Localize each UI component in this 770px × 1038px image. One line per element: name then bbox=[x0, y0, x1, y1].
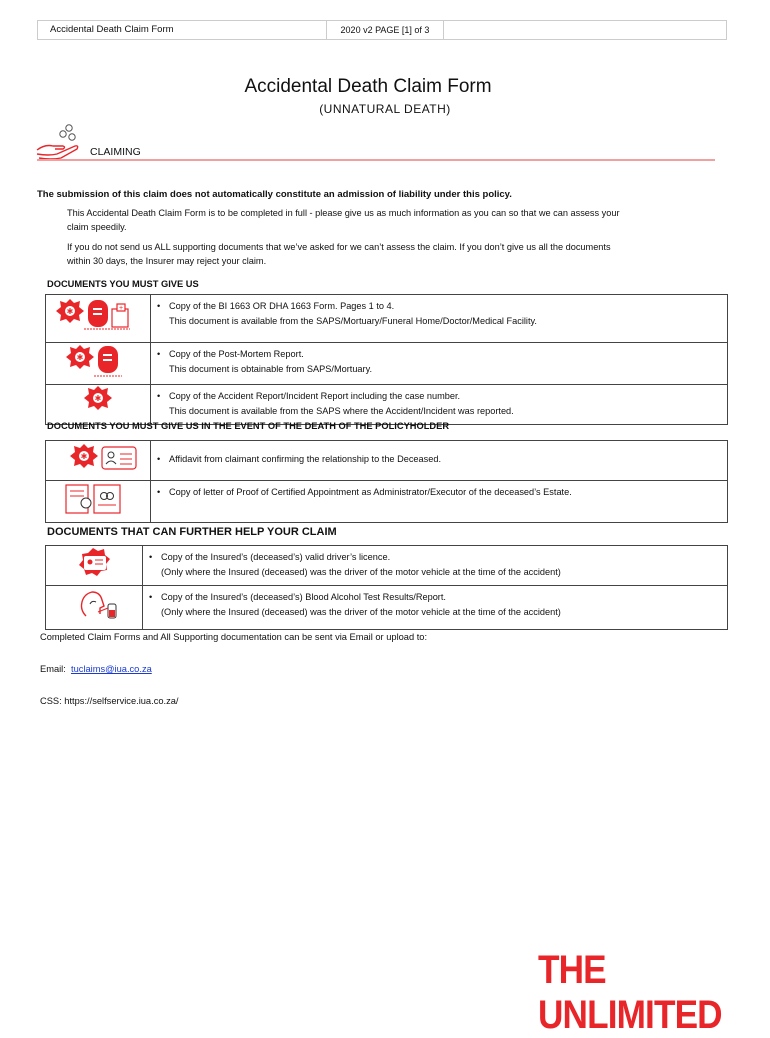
document-description: • Affidavit from claimant confirming the relationship to the Deceased. bbox=[151, 441, 728, 481]
death-certificate-icon bbox=[46, 295, 150, 337]
document-line: Copy of letter of Proof of Certified Appointment as Administrator/Executor of the deceased’s Estate. bbox=[169, 487, 572, 497]
page-subtitle: (UNNATURAL DEATH) bbox=[319, 102, 451, 116]
drivers-licence-icon bbox=[46, 546, 142, 580]
documents-table-further-help bbox=[45, 545, 728, 630]
page-title: Accidental Death Claim Form bbox=[244, 76, 492, 97]
intro-paragraph-2-line-1: If you do not send us ALL supporting documents that we’ve asked for we can’t assess the claim. If you don’t give us all the documents bbox=[67, 242, 611, 252]
email-line bbox=[40, 664, 152, 674]
table-row bbox=[46, 586, 728, 630]
css-url[interactable]: https://selfservice.iua.co.za/ bbox=[64, 696, 179, 706]
document-line: Copy of the Insured’s (deceased’s) valid driver’s licence. bbox=[161, 552, 391, 562]
certified-documents-icon bbox=[46, 481, 150, 517]
documents-table-must-give bbox=[45, 294, 728, 425]
icon-cell bbox=[46, 546, 143, 586]
saps-badge-icon bbox=[46, 385, 150, 419]
document-source: This document is available from the SAPS where the Accident/Incident was reported. bbox=[169, 405, 514, 416]
svg-text:✱: ✱ bbox=[94, 394, 102, 403]
brand-logo: THE UNLIMITED bbox=[538, 948, 722, 1037]
document-note: (Only where the Insured (deceased) was the driver of the motor vehicle at the time of the accident) bbox=[161, 566, 561, 577]
email-label: Email: bbox=[40, 664, 66, 674]
section-label-claiming: CLAIMING bbox=[90, 146, 141, 158]
intro-paragraph-2-line-2: within 30 days, the Insurer may reject your claim. bbox=[67, 256, 267, 266]
intro-paragraph-1-line-1: This Accidental Death Claim Form is to be completed in full - please give us as much information as you can so that we can assess your bbox=[67, 208, 620, 218]
header-form-name: Accidental Death Claim Form bbox=[50, 24, 174, 35]
icon-cell bbox=[46, 586, 143, 630]
liability-notice: The submission of this claim does not automatically constitute an admission of liability under this policy. bbox=[37, 189, 512, 200]
section-heading-further-help: DOCUMENTS THAT CAN FURTHER HELP YOUR CLAIM bbox=[47, 526, 337, 538]
intro-paragraph-1-line-2: claim speedily. bbox=[67, 222, 127, 232]
submission-instructions: Completed Claim Forms and All Supporting documentation can be sent via Email or upload to: bbox=[40, 632, 428, 642]
document-line: Copy of the Post-Mortem Report. bbox=[169, 349, 304, 359]
document-source: This document is available from the SAPS/Mortuary/Funeral Home/Doctor/Medical Facility. bbox=[169, 315, 537, 326]
post-mortem-icon bbox=[46, 343, 150, 379]
table-row bbox=[46, 385, 728, 425]
icon-cell bbox=[46, 441, 151, 481]
document-description: • Copy of the Insured’s (deceased’s) Blood Alcohol Test Results/Report. (Only where the Insured (deceased) was the driver of the motor vehicle at the time of the accident) bbox=[143, 586, 728, 630]
icon-cell bbox=[46, 343, 151, 385]
section-heading-policyholder: DOCUMENTS YOU MUST GIVE US IN THE EVENT OF THE DEATH OF THE POLICYHOLDER bbox=[47, 421, 450, 431]
documents-table-policyholder bbox=[45, 440, 728, 523]
page-header bbox=[37, 20, 727, 40]
document-line: Copy of the Insured’s (deceased’s) Blood Alcohol Test Results/Report. bbox=[161, 592, 446, 602]
table-row bbox=[46, 481, 728, 523]
document-note: (Only where the Insured (deceased) was the driver of the motor vehicle at the time of the accident) bbox=[161, 606, 561, 617]
email-link[interactable]: tuclaims@iua.co.za bbox=[71, 664, 152, 674]
document-line: Copy of the BI 1663 OR DHA 1663 Form. Pages 1 to 4. bbox=[169, 301, 395, 311]
section-divider bbox=[37, 159, 715, 161]
table-row bbox=[46, 295, 728, 343]
document-line: Copy of the Accident Report/Incident Report including the case number. bbox=[169, 391, 461, 401]
hand-coins-icon bbox=[35, 124, 85, 160]
document-description: • Copy of the Insured’s (deceased’s) valid driver’s licence. (Only where the Insured (deceased) was the driver of the motor vehicle at the time of the accident) bbox=[143, 546, 728, 586]
header-page-number: 2020 v2 PAGE [1] of 3 bbox=[326, 20, 444, 40]
document-description: • Copy of the Accident Report/Incident Report including the case number. This document is available from the SAPS where the Accident/Incident was reported. bbox=[151, 385, 728, 425]
document-line: Affidavit from claimant confirming the relationship to the Deceased. bbox=[169, 454, 442, 464]
document-description: • Copy of letter of Proof of Certified Appointment as Administrator/Executor of the deceased’s Estate. bbox=[151, 481, 728, 523]
css-line bbox=[40, 696, 179, 706]
document-source: This document is obtainable from SAPS/Mortuary. bbox=[169, 363, 373, 374]
svg-text:✱: ✱ bbox=[76, 353, 84, 362]
table-row bbox=[46, 343, 728, 385]
icon-cell bbox=[46, 385, 151, 425]
document-description: • Copy of the BI 1663 OR DHA 1663 Form. Pages 1 to 4. This document is available from the SAPS/Mortuary/Funeral Home/Doctor/Medical Facility. bbox=[151, 295, 728, 343]
affidavit-id-icon bbox=[46, 441, 150, 475]
svg-text:✱: ✱ bbox=[66, 307, 74, 316]
table-row bbox=[46, 546, 728, 586]
intro-paragraph-2 bbox=[67, 240, 707, 268]
svg-text:+: + bbox=[118, 305, 124, 312]
intro-paragraph-1 bbox=[67, 206, 707, 234]
css-label: CSS: bbox=[40, 696, 62, 706]
svg-text:✱: ✱ bbox=[80, 452, 88, 461]
icon-cell bbox=[46, 481, 151, 523]
blood-alcohol-test-icon bbox=[46, 586, 142, 624]
section-heading-must-give: DOCUMENTS YOU MUST GIVE US bbox=[47, 279, 199, 289]
icon-cell bbox=[46, 295, 151, 343]
document-description: • Copy of the Post-Mortem Report. This document is obtainable from SAPS/Mortuary. bbox=[151, 343, 728, 385]
table-row bbox=[46, 441, 728, 481]
